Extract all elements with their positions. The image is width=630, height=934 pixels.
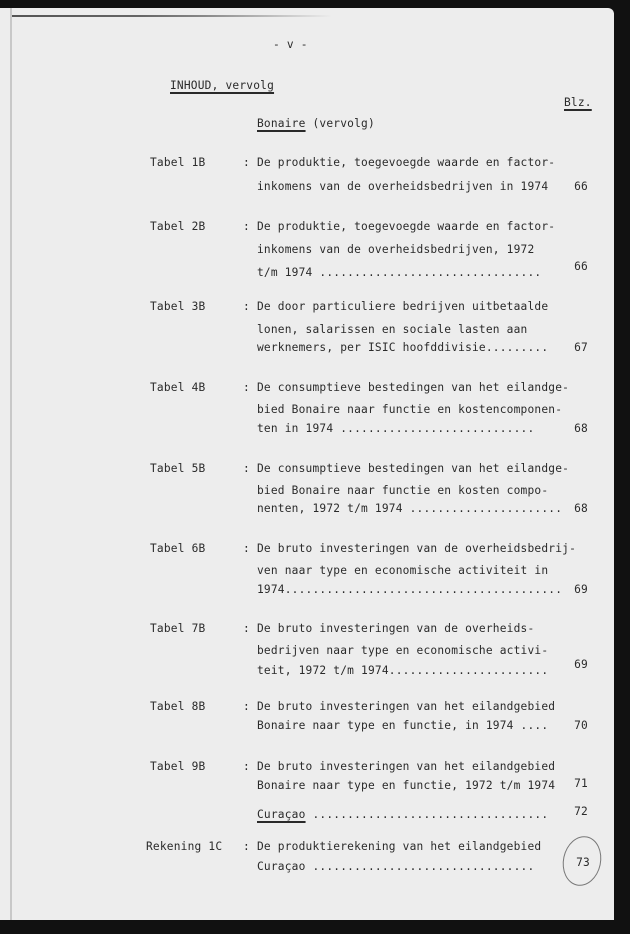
entry-separator: : bbox=[243, 622, 250, 635]
entry-text-line: De consumptieve bestedingen van het eilandge- bbox=[257, 381, 570, 394]
entry-text-line: Bonaire naar type en functie, in 1974 .... bbox=[257, 719, 549, 732]
entry-text-line: lonen, salarissen en sociale lasten aan bbox=[257, 323, 528, 336]
entry-separator: : bbox=[243, 300, 250, 313]
entry-page-1b: 66 bbox=[574, 180, 588, 193]
entry-text-line: ten in 1974 ............................ bbox=[257, 422, 535, 435]
entry-text-line: bied Bonaire naar functie en kostencomponen- bbox=[257, 403, 563, 416]
entry-text-line: inkomens van de overheidsbedrijven in 1974 bbox=[257, 180, 549, 193]
entry-text-line: 1974........................................ bbox=[257, 583, 563, 596]
entry-separator: : bbox=[243, 760, 250, 773]
entry-separator: : bbox=[243, 381, 250, 394]
entry-text-line: De bruto investeringen van de overheids- bbox=[257, 622, 535, 635]
entry-label-2b: Tabel 2B bbox=[150, 220, 206, 233]
entry-page-1c: 73 bbox=[576, 856, 590, 869]
entry-separator: : bbox=[243, 542, 250, 555]
entry-text-line: De door particuliere bedrijven uitbetaalde bbox=[257, 300, 549, 313]
handwritten-circle-mark bbox=[558, 833, 606, 890]
entry-separator: : bbox=[243, 462, 250, 475]
entry-label-6b: Tabel 6B bbox=[150, 542, 206, 555]
entry-page-3b: 67 bbox=[574, 341, 588, 354]
entry-page-4b: 68 bbox=[574, 422, 588, 435]
entry-page-7b: 69 bbox=[574, 658, 588, 671]
entry-page-5b: 68 bbox=[574, 502, 588, 515]
entry-separator: : bbox=[243, 700, 250, 713]
entry-page-6b: 69 bbox=[574, 583, 588, 596]
entry-label-5b: Tabel 5B bbox=[150, 462, 206, 475]
entry-text-line: De produktie, toegevoegde waarde en factor- bbox=[257, 220, 556, 233]
entry-text-line: De produktierekening van het eilandgebied bbox=[257, 840, 542, 853]
entry-label-1b: Tabel 1B bbox=[150, 156, 206, 169]
entry-text-line: Bonaire naar type en functie, 1972 t/m 1974 bbox=[257, 779, 556, 792]
dot-leader: .................................. bbox=[305, 808, 549, 821]
section-curacao-page: 72 bbox=[574, 805, 588, 818]
entry-label-1c: Rekening 1C bbox=[146, 840, 223, 853]
entry-text-line: nenten, 1972 t/m 1974 ...................... bbox=[257, 502, 563, 515]
entry-text-line: t/m 1974 ................................ bbox=[257, 266, 542, 279]
section-title-curacao: Curaçao bbox=[257, 808, 306, 821]
entry-text-line: ven naar type en economische activiteit in bbox=[257, 564, 549, 577]
entry-text-line: Curaçao ................................ bbox=[257, 860, 535, 873]
entry-text-line: bedrijven naar type en economische activi- bbox=[257, 644, 549, 657]
entry-page-8b: 70 bbox=[574, 719, 588, 732]
entry-label-3b: Tabel 3B bbox=[150, 300, 206, 313]
entry-text-line: werknemers, per ISIC hoofddivisie......... bbox=[257, 341, 549, 354]
entry-label-8b: Tabel 8B bbox=[150, 700, 206, 713]
entry-separator: : bbox=[243, 840, 250, 853]
section-title-bonaire-name: Bonaire bbox=[257, 117, 306, 130]
entry-label-9b: Tabel 9B bbox=[150, 760, 206, 773]
scan-artifact-streak bbox=[12, 15, 332, 17]
entry-text-line: De bruto investeringen van het eilandgebied bbox=[257, 760, 556, 773]
entry-label-7b: Tabel 7B bbox=[150, 622, 206, 635]
entry-text-line: De produktie, toegevoegde waarde en factor- bbox=[257, 156, 556, 169]
entry-page-9b: 71 bbox=[574, 777, 588, 790]
entry-page-2b: 66 bbox=[574, 260, 588, 273]
entry-text-line: De bruto investeringen van het eilandgebied bbox=[257, 700, 556, 713]
entry-text-line: inkomens van de overheidsbedrijven, 1972 bbox=[257, 243, 535, 256]
entry-label-4b: Tabel 4B bbox=[150, 381, 206, 394]
entry-text-line: De bruto investeringen van de overheidsbedrij- bbox=[257, 542, 577, 555]
entry-text-line: De consumptieve bestedingen van het eilandge- bbox=[257, 462, 570, 475]
entry-text-line: bied Bonaire naar functie en kosten compo- bbox=[257, 484, 549, 497]
section-curacao bbox=[257, 808, 548, 821]
entry-text-line: teit, 1972 t/m 1974....................... bbox=[257, 664, 549, 677]
section-title-bonaire: Bonaire (vervolg) bbox=[257, 117, 375, 130]
entry-separator: : bbox=[243, 220, 250, 233]
page-number: - v - bbox=[273, 38, 308, 51]
entry-separator: : bbox=[243, 156, 250, 169]
scanned-page bbox=[0, 8, 614, 920]
page-edge-line bbox=[10, 8, 12, 920]
column-header-blz: Blz. bbox=[564, 96, 592, 109]
page-heading: INHOUD, vervolg bbox=[170, 79, 275, 92]
